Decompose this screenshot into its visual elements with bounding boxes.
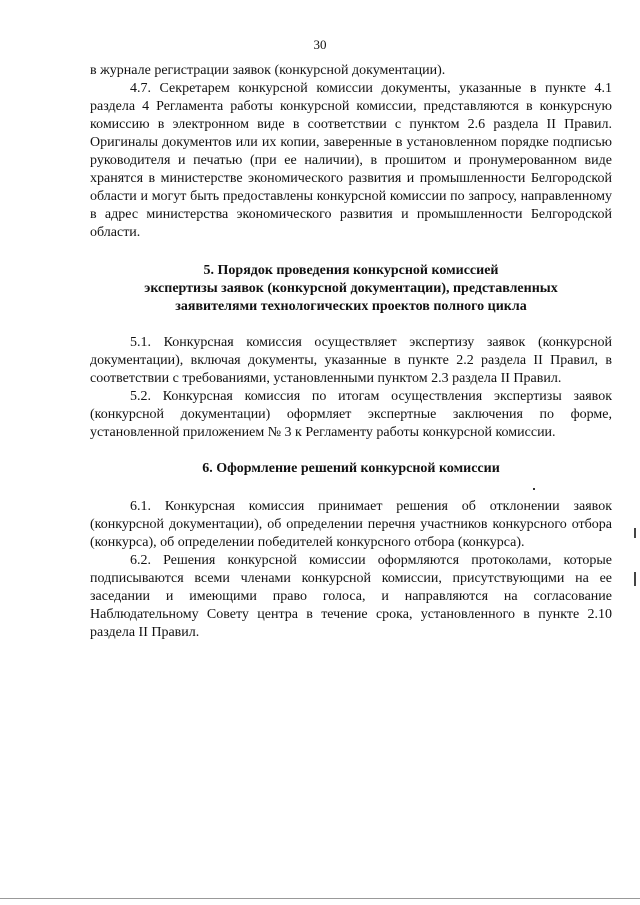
scan-artifact-mark	[634, 528, 636, 538]
paragraph-6-2: 6.2. Решения конкурсной комиссии оформляются протоколами, которые подписываются всеми членами конкурсной комиссии, присутствующими на ее заседании и имеющими право голоса, и направляются на согласование Наблюдательному Совету центра в течение срока, установленного в пункте 2.10 раздела II Правил.	[90, 553, 612, 640]
section-5-heading-line-2: экспертизы заявок (конкурсной документации), представленных	[144, 281, 558, 296]
paragraph-5-2: 5.2. Конкурсная комиссия по итогам осуществления экспертизы заявок (конкурсной документации) оформляет экспертные заключения по форме, установленной приложением № 3 к Регламенту работы конкурсной комиссии.	[90, 389, 612, 440]
scan-bottom-edge	[0, 898, 640, 899]
scan-artifact-mark	[634, 572, 636, 586]
section-6-heading	[90, 460, 612, 478]
paragraph-4-7: 4.7. Секретарем конкурсной комиссии документы, указанные в пункте 4.1 раздела 4 Регламента работы конкурсной комиссии, представляются в конкурсную комиссию в электронном виде в соответствии с пунктом 2.6 раздела II Правил. Оригиналы документов или их копии, заверенные в установленном порядке подписью руководителя и печатью (при ее наличии), в прошитом и пронумерованном виде хранятся в министерстве экономического развития и промышленности Белгородской области и могут быть предоставлены конкурсной комиссии по запросу, направленному в адрес министерства экономического развития и промышленности Белгородской области.	[90, 81, 612, 240]
scan-artifact-dot	[533, 488, 535, 490]
paragraph-intro: в журнале регистрации заявок (конкурсной документации).	[90, 63, 446, 78]
document-body	[90, 62, 612, 642]
page-number: 30	[313, 37, 327, 52]
section-6-heading-text: 6. Оформление решений конкурсной комиссии	[202, 461, 500, 476]
section-5-heading-line-3: заявителями технологических проектов полного цикла	[175, 299, 527, 314]
paragraph-6-1: 6.1. Конкурсная комиссия принимает решения об отклонении заявок (конкурсной документации), об определении перечня участников конкурсного отбора (конкурса), об определении победителей конкурсного отбора (конкурса).	[90, 499, 612, 550]
section-5-heading	[90, 262, 612, 316]
paragraph-5-1: 5.1. Конкурсная комиссия осуществляет экспертизу заявок (конкурсной документации), включая документы, указанные в пункте 2.2 раздела II Правил, в соответствии с требованиями, установленными пунктом 2.3 раздела II Правил.	[90, 335, 612, 386]
section-5-heading-line-1: 5. Порядок проведения конкурсной комиссией	[203, 263, 499, 278]
